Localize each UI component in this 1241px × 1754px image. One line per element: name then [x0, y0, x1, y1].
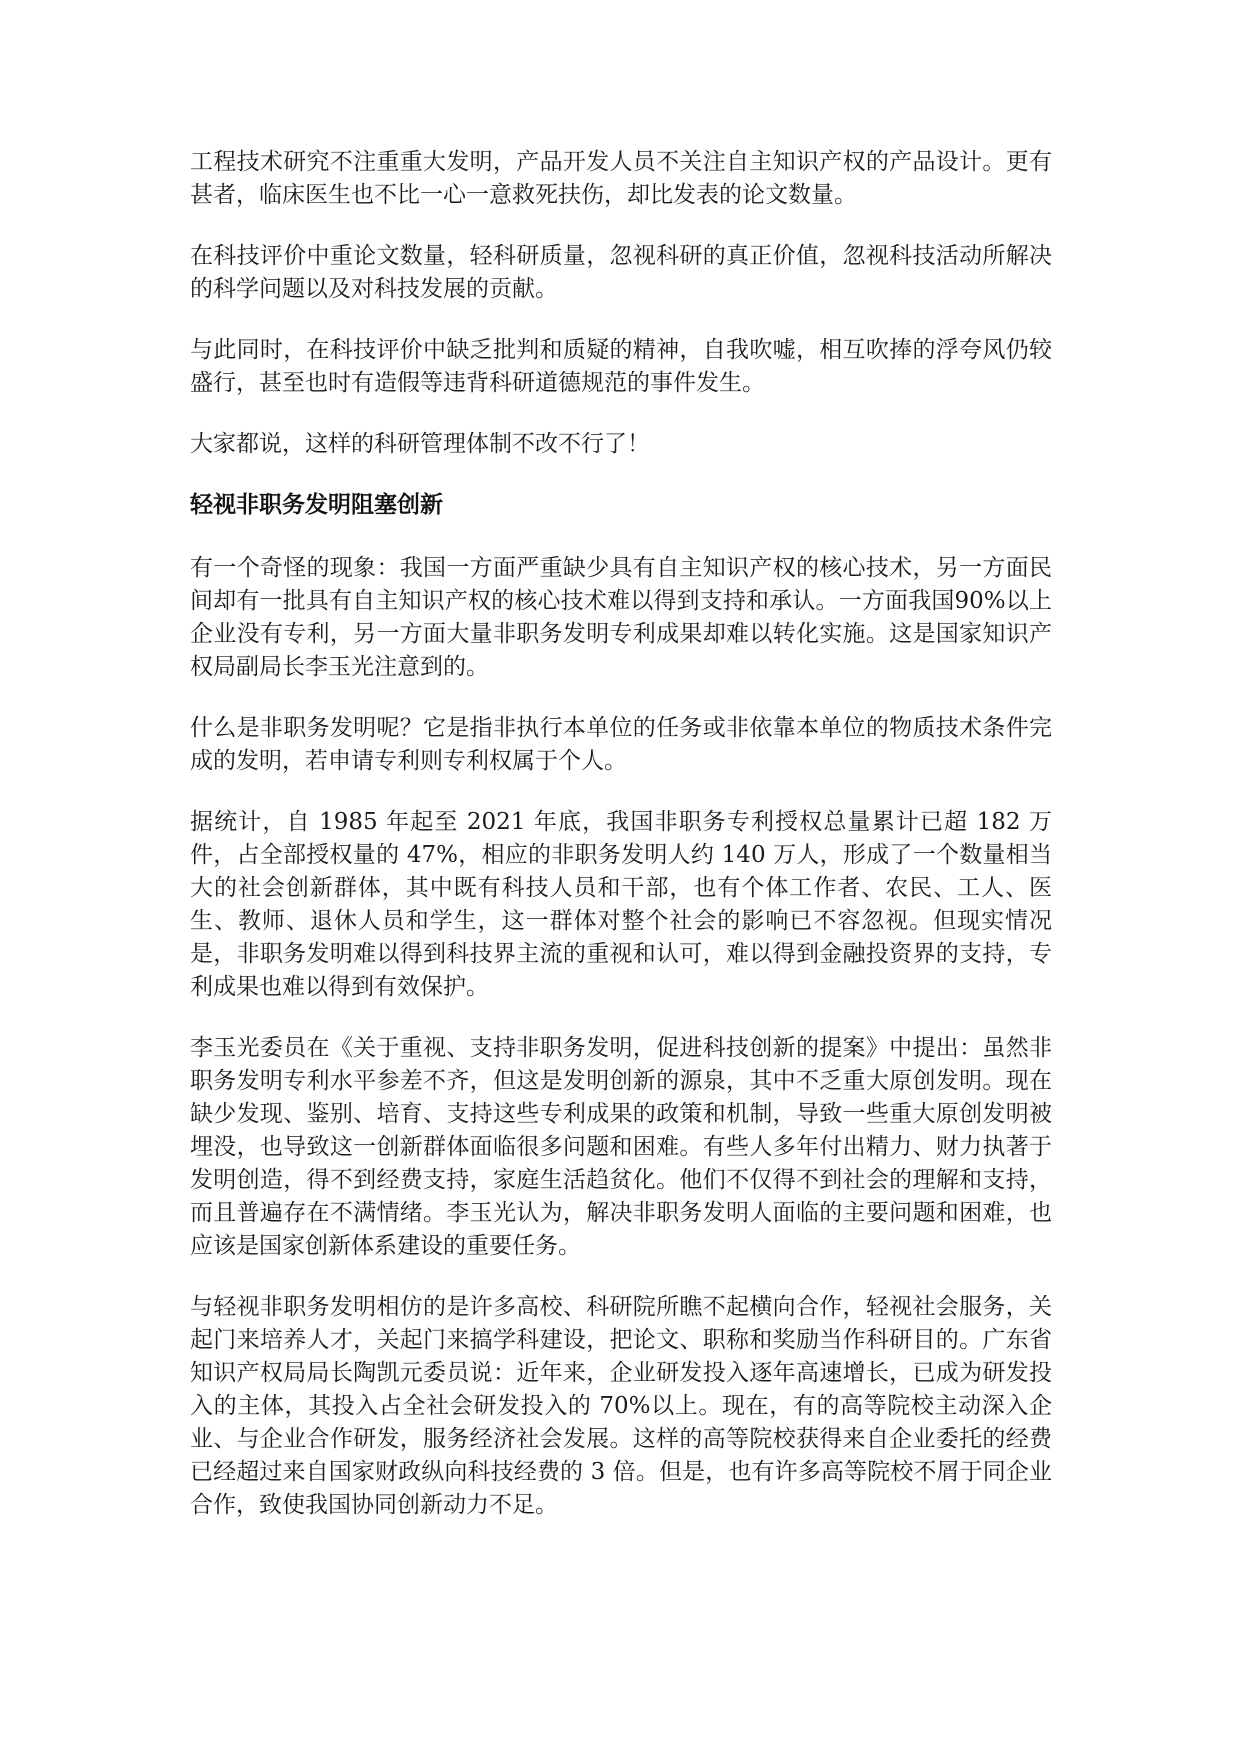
- paragraph: 与轻视非职务发明相仿的是许多高校、科研院所瞧不起横向合作，轻视社会服务，关起门来培养人才，关起门来搞学科建设，把论文、职称和奖励当作科研目的。广东省知识产权局局长陶凯元委员说：近年来，企业研发投入逐年高速增长，已成为研发投入的主体，其投入占全社会研发投入的 70%以上。现在，有的高等院校主动深入企业、与企业合作研发，服务经济社会发展。这样的高等院校获得来自企业委托的经费已经超过来自国家财政纵向科技经费的 3 倍。但是，也有许多高等院校不屑于同企业合作，致使我国协同创新动力不足。: [190, 1294, 1052, 1518]
- paragraph: 与此同时，在科技评价中缺乏批判和质疑的精神，自我吹嘘，相互吹捧的浮夸风仍较盛行，甚至也时有造假等违背科研道德规范的事件发生。: [190, 337, 1052, 396]
- document-page: [190, 146, 1052, 1550]
- paragraph: 有一个奇怪的现象：我国一方面严重缺少具有自主知识产权的核心技术，另一方面民间却有一批具有自主知识产权的核心技术难以得到支持和承认。一方面我国90%以上企业没有专利，另一方面大量非职务发明专利成果却难以转化实施。这是国家知识产权局副局长李玉光注意到的。: [190, 555, 1052, 680]
- paragraph: 据统计，自 1985 年起至 2021 年底，我国非职务专利授权总量累计已超 182 万件，占全部授权量的 47%，相应的非职务发明人约 140 万人，形成了一个数量相当大的社会创新群体，其中既有科技人员和干部，也有个体工作者、农民、工人、医生、教师、退休人员和学生，这一群体对整个社会的影响已不容忽视。但现实情况是，非职务发明难以得到科技界主流的重视和认可，难以得到金融投资界的支持，专利成果也难以得到有效保护。: [190, 809, 1052, 1000]
- paragraph: 大家都说，这样的科研管理体制不改不行了！: [190, 431, 650, 457]
- paragraph: 什么是非职务发明呢？它是指非执行本单位的任务或非依靠本单位的物质技术条件完成的发明，若申请专利则专利权属于个人。: [190, 715, 1052, 774]
- paragraph: 在科技评价中重论文数量，轻科研质量，忽视科研的真正价值，忽视科技活动所解决的科学问题以及对科技发展的贡献。: [190, 243, 1052, 302]
- paragraph: 李玉光委员在《关于重视、支持非职务发明，促进科技创新的提案》中提出：虽然非职务发明专利水平参差不齐，但这是发明创新的源泉，其中不乏重大原创发明。现在缺少发现、鉴别、培育、支持这些专利成果的政策和机制，导致一些重大原创发明被埋没，也导致这一创新群体面临很多问题和困难。有些人多年付出精力、财力执著于发明创造，得不到经费支持，家庭生活趋贫化。他们不仅得不到社会的理解和支持，而且普遍存在不满情绪。李玉光认为，解决非职务发明人面临的主要问题和困难，也应该是国家创新体系建设的重要任务。: [190, 1035, 1052, 1259]
- section-heading: 轻视非职务发明阻塞创新: [190, 492, 443, 518]
- paragraph: 工程技术研究不注重重大发明，产品开发人员不关注自主知识产权的产品设计。更有甚者，临床医生也不比一心一意救死扶伤，却比发表的论文数量。: [190, 149, 1052, 208]
